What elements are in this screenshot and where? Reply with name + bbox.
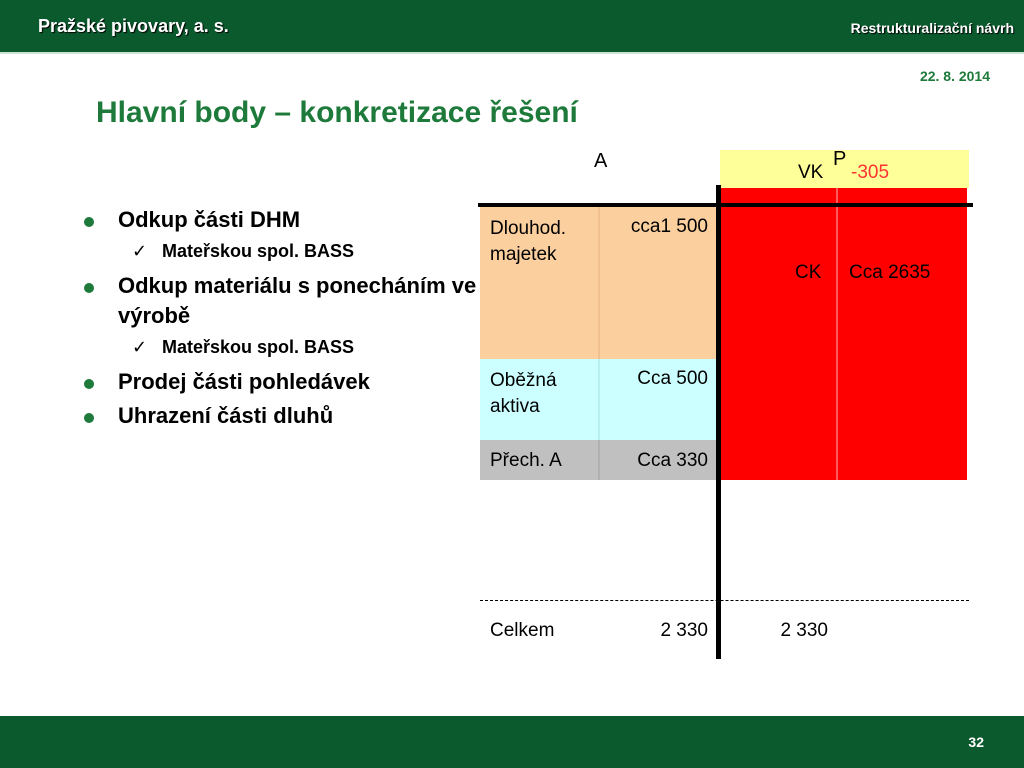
vk-label: VK bbox=[798, 162, 824, 183]
asset-name: Dlouhod. majetek bbox=[490, 218, 567, 265]
sub-bullet-item bbox=[80, 239, 480, 263]
total-label: Celkem bbox=[490, 620, 555, 641]
asset-divider bbox=[598, 440, 600, 480]
asset-value: Cca 500 bbox=[637, 368, 708, 389]
bullet-dot-icon bbox=[84, 283, 94, 293]
ck-cell bbox=[720, 188, 967, 480]
t-account-horizontal-line bbox=[478, 203, 973, 207]
bullet-dot-icon bbox=[84, 217, 94, 227]
company-name: Pražské pivovary, a. s. bbox=[38, 16, 229, 36]
t-account-vertical-line bbox=[716, 185, 721, 659]
bullet-text: Odkup materiálu s ponecháním ve výrobě bbox=[118, 273, 477, 328]
bullet-dot-icon bbox=[84, 413, 94, 423]
ck-divider bbox=[836, 188, 838, 480]
page-number: 32 bbox=[968, 734, 984, 750]
assets-header: A bbox=[594, 150, 608, 172]
total-separator bbox=[480, 600, 969, 601]
sub-bullet-text: Mateřskou spol. BASS bbox=[162, 241, 355, 261]
bullet-item bbox=[80, 205, 480, 235]
bullet-text: Odkup části DHM bbox=[118, 207, 301, 232]
bullet-text: Uhrazení části dluhů bbox=[118, 403, 334, 428]
total-assets: 2 330 bbox=[660, 620, 708, 641]
checkmark-icon: ✓ bbox=[132, 241, 148, 261]
asset-value: Cca 330 bbox=[637, 450, 708, 471]
sub-bullet-item bbox=[80, 335, 480, 359]
bullet-list bbox=[80, 205, 480, 435]
slide-title: Hlavní body – konkretizace řešení bbox=[96, 96, 578, 129]
slide-date: 22. 8. 2014 bbox=[919, 68, 990, 84]
sub-bullet-text: Mateřskou spol. BASS bbox=[162, 337, 355, 357]
vk-value: -305 bbox=[851, 162, 890, 183]
header-bar bbox=[0, 0, 1024, 54]
footer-bar bbox=[0, 716, 1024, 768]
ck-label: CK bbox=[795, 262, 822, 283]
liabilities-header: P bbox=[833, 148, 847, 170]
asset-value: cca1 500 bbox=[630, 216, 708, 237]
bullet-dot-icon bbox=[84, 379, 94, 389]
asset-divider bbox=[598, 207, 600, 359]
presentation-topic: Restrukturalizační návrh bbox=[850, 20, 1014, 36]
asset-name: Přech. A bbox=[490, 450, 562, 471]
bullet-text: Prodej části pohledávek bbox=[118, 369, 370, 394]
asset-divider bbox=[598, 359, 600, 440]
asset-name: Oběžná aktiva bbox=[490, 370, 557, 417]
bullet-item bbox=[80, 367, 480, 397]
total-liabilities: 2 330 bbox=[780, 620, 828, 641]
bullet-item bbox=[80, 271, 480, 331]
ck-value: Cca 2635 bbox=[849, 262, 931, 283]
checkmark-icon: ✓ bbox=[132, 337, 148, 357]
bullet-item bbox=[80, 401, 480, 431]
